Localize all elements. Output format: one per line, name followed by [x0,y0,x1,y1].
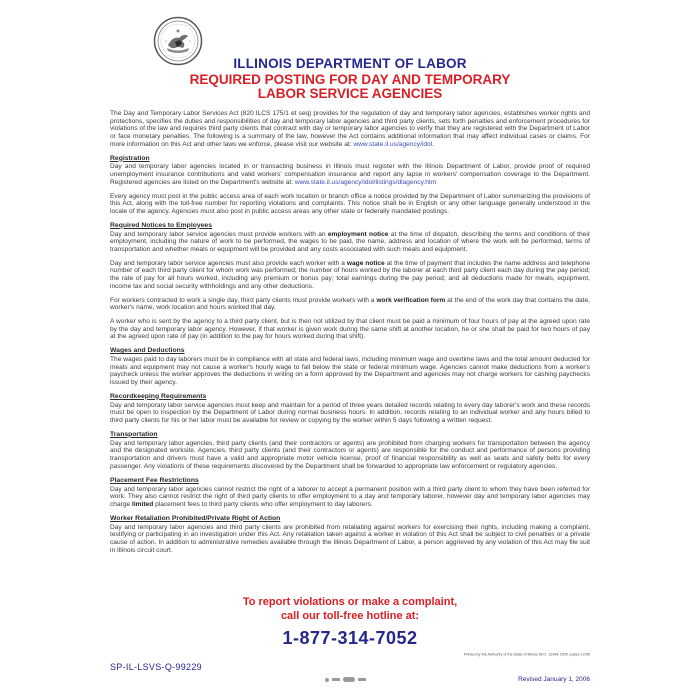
website-url: www.state.il.us/agency/idol [353,140,433,148]
section-heading: Registration [110,154,150,162]
section-heading: Transportation [110,430,158,438]
section-paragraph: Day and temporary labor agencies, third party clients (and their contractors or agents) are prohibited from charging workers for transportation between the agency and the designated worksite. Agencies, third party clients (and their contractors or agents) are responsible for the conduct and performance of persons providing transportation and drivers must have a valid and appropriate motor vehicle license, proof of financial responsibility as well as seats and safety belts for every passenger. Any violations of these requirements discovered by the Department shall be forwarded to appropriate law enforcement or regulatory agencies. [110,439,590,470]
section-paragraph: Day and temporary labor service agencies must also provide each worker with a wage notice at the time of payment that includes the name address and telephone number of each third party client for whom work was performed; the number of hours worked by the laborer at each third party client each day during the pay period; the rate of pay for all hours worked, including any premium or bonus pay; total earnings during the pay period; and all deductions made for meals, equipment, income tax and social security withholdings and any other deductions. [110,259,591,290]
section-paragraph: Day and temporary labor agencies cannot restrict the right of a laborer to accept a permanent position with a third party client to whom they have been referred for work. They also cannot restrict the right of third party clients to offer employment to a day and temporary laborer, however day and temporary labor agencies may charge limited placement fees to third party clients who offer employment to day laborers. [110,485,590,508]
section-heading: Worker Retaliation Prohibited/Private Right of Action [110,514,281,522]
section-paragraph: For workers contracted to work a single day, third party clients must provide workers with a work verification form at the end of the work day that contains the date, worker's name, work location and hours worked that day. [110,296,590,312]
bold-term: employment notice [327,230,389,238]
section-paragraph: Day and temporary labor agencies located in or transacting business in Illinois must register with the Illinois Department of Labor, provide proof of required unemployment insurance contributions and valid workers' compensation insurance and report any lapse in workers' compensation coverage to the Department. Registered agencies are listed on the Department's website at: www.state.il.us/agency/idol/listings/dlagency.htm [110,163,590,186]
labor-poster [110,0,590,700]
section-paragraph: The wages paid to day laborers must be in compliance with all state and federal laws, including minimum wage and overtime laws and the total amount deducted for meals and equipment may not cause a worker's hourly wage to fall below the state or federal minimum wage. Agencies cannot make deductions from a worker's paycheck unless the worker approves the deductions in writing on a form approved by the Department and agencies may not charge workers for cashing paychecks issued by their agency. [110,355,590,387]
document-section [110,393,590,425]
revision-date: Revised January 1, 2006 [518,676,590,683]
section-paragraph: Day and temporary labor service agencies must keep and maintain for a period of three years detailed records relating to every day laborer's work and these records must be open to inspection by the Department of Labor during normal business hours. In addition, records relating to an individual worker and any hours billed to third party clients for his or her labor must be available for review or copying by the worker within 5 days following a written request. [110,401,590,425]
agency-title: ILLINOIS DEPARTMENT OF LABOR [233,56,467,71]
header [110,56,590,101]
printer-union-bug-icon [325,677,366,682]
form-code: SP-IL-LSVS-Q-99229 [110,662,202,672]
hotline-notice [110,596,590,624]
hotline-phone-number: 1-877-314-7052 [282,628,418,648]
bold-term: work verification form [376,296,446,304]
section-paragraph: Day and temporary labor service agencies must provide workers with an employment notice at the time of dispatch, describing the terms and conditions of their employment, including the nature of work to be performed, the wages to be paid, the name, address and location of where the work will be performed, terms of transportation and whether meals or equipment will be provided and any costs associated with such meals and equipment. [110,230,590,254]
document-body [110,110,590,560]
hotline-line2: call our toll-free hotline at: [280,609,420,622]
posting-title-line1: REQUIRED POSTING FOR DAY AND TEMPORARY [189,72,511,87]
posting-title [110,73,590,101]
section-paragraph: A worker who is sent by the agency to a third party client, but is then not utilized by that client must be paid a minimum of four hours of pay at the agreed upon rate by the day and temporary labor agency. However, if that worker is given work during the same shift at another location, he or she shall be paid for two hours of pay at the agreed upon rate of pay (in addition to the pay for hours worked during that shift). [110,317,590,341]
section-heading: Wages and Deductions [110,347,185,355]
section-paragraph: Day and temporary labor agencies and third party clients are prohibited from retaliating against workers for exercising their rights, including making a complaint, testifying or participating in an investigation under this Act. Any retaliation taken against a worker in violation of this Act shall be subject to civil penalties or a private cause of action. In addition to administrative remedies available through the Illinois Department of Labor, a person aggrieved by any violation of this Act may file suit in Illinois circuit court. [110,523,590,554]
print-authority-note: Printed by the Authority of the State of Illinois W.O. 12948 1500 copies 12/05 [463,653,590,657]
section-heading: Required Notices to Employees [110,221,212,229]
document-section [110,155,590,216]
document-section [110,515,590,555]
website-url: www.state.il.us/agency/idol/listings/dlagency.htm [294,178,437,186]
hotline-line1: To report violations or make a complaint, [242,596,458,608]
posting-title-line2: LABOR SERVICE AGENCIES [257,86,443,102]
intro-paragraph: The Day and Temporary Labor Services Act (820 ILCS 175/1 et seq) provides for the regulation of day and temporary labor agencies, establishes worker rights and protections, specifies the duties and responsibilities of day and temporary labor agencies and third party clients, sets forth penalties and enforcement procedures for violations of the law and requires third party clients that contract with day or temporary labor agencies to verify that they are registered with the Department of Labor or face monetary penalties. The following is a summary of the law, however the Act contains additional information that may affect individual cases or claims. For more information on this Act and other laws we enforce, please visit our website at: www.state.il.us/agency/idol. [110,110,590,148]
section-heading: Placement Fee Restrictions [110,476,199,484]
section-paragraph: Every agency must post in the public access area of each work location or branch office a notice provided by the Department of Labor summarizing the provisions of this Act, along with the toll-free number for reporting violations and complaints. This notice shall be in English or any other language generally understood in the locale of the agency. Agencies must also post in public access areas any other state or federally mandated postings. [110,192,590,215]
sections-container [110,155,590,555]
document-section [110,477,590,509]
document-section [110,431,590,471]
bold-term: wage notice [346,259,385,267]
section-heading: Recordkeeping Requirements [110,392,207,400]
document-section [110,347,590,387]
bold-term: limited [132,500,154,508]
document-section [110,222,590,341]
